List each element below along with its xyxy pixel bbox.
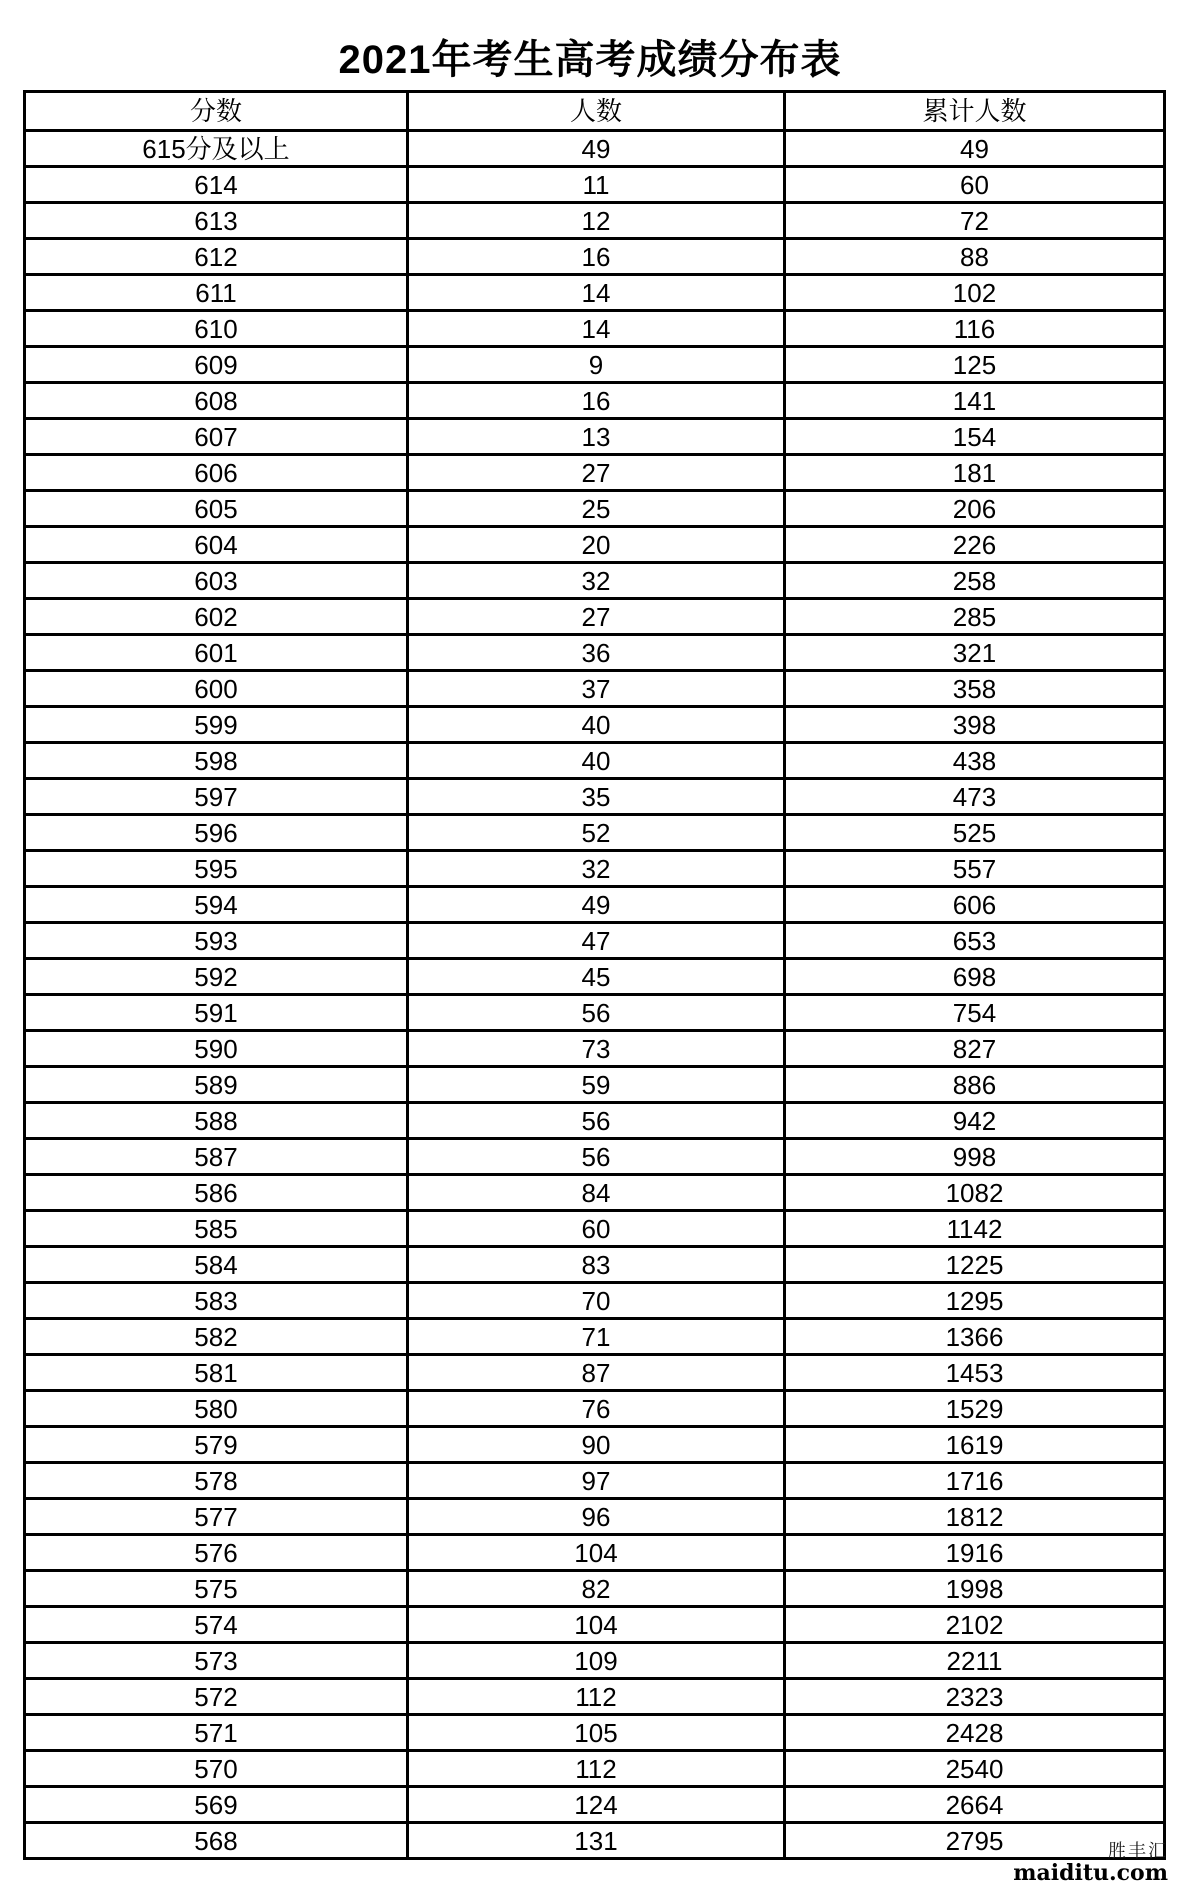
cumulative-cell: 525 <box>785 815 1165 851</box>
cumulative-cell: 258 <box>785 563 1165 599</box>
count-cell: 37 <box>408 671 785 707</box>
count-cell: 56 <box>408 995 785 1031</box>
cumulative-cell: 1619 <box>785 1427 1165 1463</box>
table-row <box>25 1787 1165 1823</box>
count-cell: 35 <box>408 779 785 815</box>
count-cell: 32 <box>408 851 785 887</box>
cumulative-cell: 557 <box>785 851 1165 887</box>
cumulative-cell: 886 <box>785 1067 1165 1103</box>
count-cell: 45 <box>408 959 785 995</box>
table-row <box>25 779 1165 815</box>
count-cell: 32 <box>408 563 785 599</box>
table-row <box>25 707 1165 743</box>
score-cell: 571 <box>25 1715 408 1751</box>
table-row <box>25 1283 1165 1319</box>
count-cell: 112 <box>408 1679 785 1715</box>
count-cell: 96 <box>408 1499 785 1535</box>
cumulative-cell: 1998 <box>785 1571 1165 1607</box>
score-cell: 615分及以上 <box>25 131 408 167</box>
score-cell: 599 <box>25 707 408 743</box>
cumulative-cell: 1295 <box>785 1283 1165 1319</box>
cumulative-cell: 49 <box>785 131 1165 167</box>
count-cell: 56 <box>408 1103 785 1139</box>
table-row <box>25 131 1165 167</box>
score-cell: 598 <box>25 743 408 779</box>
score-distribution-table <box>23 90 1166 1860</box>
count-cell: 20 <box>408 527 785 563</box>
table-row <box>25 563 1165 599</box>
table-header-row <box>25 92 1165 131</box>
count-cell: 109 <box>408 1643 785 1679</box>
table-row <box>25 1751 1165 1787</box>
count-cell: 49 <box>408 131 785 167</box>
count-cell: 13 <box>408 419 785 455</box>
cumulative-cell: 72 <box>785 203 1165 239</box>
count-cell: 49 <box>408 887 785 923</box>
table-row <box>25 1067 1165 1103</box>
table-row <box>25 1247 1165 1283</box>
count-cell: 52 <box>408 815 785 851</box>
watermark-line1: 胜丰汇 <box>1108 1841 1168 1861</box>
score-cell: 576 <box>25 1535 408 1571</box>
cumulative-cell: 2102 <box>785 1607 1165 1643</box>
score-cell: 574 <box>25 1607 408 1643</box>
cumulative-cell: 2540 <box>785 1751 1165 1787</box>
table-row <box>25 1571 1165 1607</box>
cumulative-cell: 2795 <box>785 1823 1165 1859</box>
count-cell: 71 <box>408 1319 785 1355</box>
count-cell: 131 <box>408 1823 785 1859</box>
count-cell: 90 <box>408 1427 785 1463</box>
count-cell: 84 <box>408 1175 785 1211</box>
score-cell: 602 <box>25 599 408 635</box>
column-header-count: 人数 <box>408 92 785 131</box>
cumulative-cell: 827 <box>785 1031 1165 1067</box>
table-row <box>25 815 1165 851</box>
score-cell: 580 <box>25 1391 408 1427</box>
table-row <box>25 1535 1165 1571</box>
score-cell: 570 <box>25 1751 408 1787</box>
count-cell: 76 <box>408 1391 785 1427</box>
count-cell: 27 <box>408 599 785 635</box>
cumulative-cell: 321 <box>785 635 1165 671</box>
score-cell: 572 <box>25 1679 408 1715</box>
score-cell: 606 <box>25 455 408 491</box>
watermark <box>1013 1842 1168 1884</box>
table-row <box>25 419 1165 455</box>
cumulative-cell: 102 <box>785 275 1165 311</box>
cumulative-cell: 438 <box>785 743 1165 779</box>
count-cell: 60 <box>408 1211 785 1247</box>
table-row <box>25 1643 1165 1679</box>
score-cell: 588 <box>25 1103 408 1139</box>
count-cell: 11 <box>408 167 785 203</box>
count-cell: 83 <box>408 1247 785 1283</box>
cumulative-cell: 473 <box>785 779 1165 815</box>
score-cell: 591 <box>25 995 408 1031</box>
table-row <box>25 1319 1165 1355</box>
cumulative-cell: 1142 <box>785 1211 1165 1247</box>
score-cell: 587 <box>25 1139 408 1175</box>
column-header-cumulative: 累计人数 <box>785 92 1165 131</box>
cumulative-cell: 398 <box>785 707 1165 743</box>
cumulative-cell: 1366 <box>785 1319 1165 1355</box>
count-cell: 25 <box>408 491 785 527</box>
table-row <box>25 959 1165 995</box>
cumulative-cell: 2428 <box>785 1715 1165 1751</box>
score-cell: 568 <box>25 1823 408 1859</box>
score-cell: 585 <box>25 1211 408 1247</box>
table-row <box>25 995 1165 1031</box>
cumulative-cell: 2211 <box>785 1643 1165 1679</box>
cumulative-cell: 1082 <box>785 1175 1165 1211</box>
count-cell: 70 <box>408 1283 785 1319</box>
table-row <box>25 275 1165 311</box>
count-cell: 16 <box>408 383 785 419</box>
count-cell: 97 <box>408 1463 785 1499</box>
count-cell: 40 <box>408 707 785 743</box>
score-cell: 575 <box>25 1571 408 1607</box>
score-cell: 597 <box>25 779 408 815</box>
score-cell: 604 <box>25 527 408 563</box>
count-cell: 124 <box>408 1787 785 1823</box>
table-row <box>25 383 1165 419</box>
score-cell: 608 <box>25 383 408 419</box>
table-row <box>25 851 1165 887</box>
cumulative-cell: 1812 <box>785 1499 1165 1535</box>
count-cell: 112 <box>408 1751 785 1787</box>
table-row <box>25 527 1165 563</box>
table-row <box>25 923 1165 959</box>
table-row <box>25 347 1165 383</box>
count-cell: 104 <box>408 1607 785 1643</box>
cumulative-cell: 358 <box>785 671 1165 707</box>
cumulative-cell: 2664 <box>785 1787 1165 1823</box>
cumulative-cell: 88 <box>785 239 1165 275</box>
score-cell: 609 <box>25 347 408 383</box>
table-row <box>25 1427 1165 1463</box>
score-cell: 581 <box>25 1355 408 1391</box>
count-cell: 36 <box>408 635 785 671</box>
table-row <box>25 635 1165 671</box>
count-cell: 56 <box>408 1139 785 1175</box>
score-cell: 569 <box>25 1787 408 1823</box>
count-cell: 14 <box>408 311 785 347</box>
cumulative-cell: 1716 <box>785 1463 1165 1499</box>
table-row <box>25 1823 1165 1859</box>
table-row <box>25 887 1165 923</box>
count-cell: 14 <box>408 275 785 311</box>
score-cell: 612 <box>25 239 408 275</box>
score-cell: 601 <box>25 635 408 671</box>
table-row <box>25 1607 1165 1643</box>
score-cell: 594 <box>25 887 408 923</box>
page-title: 2021年考生高考成绩分布表 <box>338 38 842 82</box>
score-cell: 573 <box>25 1643 408 1679</box>
count-cell: 9 <box>408 347 785 383</box>
cumulative-cell: 1916 <box>785 1535 1165 1571</box>
score-cell: 595 <box>25 851 408 887</box>
score-cell: 577 <box>25 1499 408 1535</box>
count-cell: 73 <box>408 1031 785 1067</box>
score-cell: 590 <box>25 1031 408 1067</box>
table-row <box>25 311 1165 347</box>
count-cell: 87 <box>408 1355 785 1391</box>
score-cell: 593 <box>25 923 408 959</box>
score-cell: 610 <box>25 311 408 347</box>
cumulative-cell: 754 <box>785 995 1165 1031</box>
score-cell: 600 <box>25 671 408 707</box>
cumulative-cell: 141 <box>785 383 1165 419</box>
cumulative-cell: 125 <box>785 347 1165 383</box>
cumulative-cell: 698 <box>785 959 1165 995</box>
cumulative-cell: 942 <box>785 1103 1165 1139</box>
table-row <box>25 1211 1165 1247</box>
watermark-line2: maiditu.com <box>1013 1860 1168 1886</box>
score-cell: 603 <box>25 563 408 599</box>
table-row <box>25 1031 1165 1067</box>
table-row <box>25 491 1165 527</box>
table-row <box>25 455 1165 491</box>
table-row <box>25 599 1165 635</box>
score-cell: 592 <box>25 959 408 995</box>
cumulative-cell: 60 <box>785 167 1165 203</box>
table-row <box>25 1679 1165 1715</box>
score-cell: 579 <box>25 1427 408 1463</box>
table-row <box>25 743 1165 779</box>
cumulative-cell: 181 <box>785 455 1165 491</box>
score-cell: 611 <box>25 275 408 311</box>
table-row <box>25 1499 1165 1535</box>
score-cell: 582 <box>25 1319 408 1355</box>
score-cell: 578 <box>25 1463 408 1499</box>
cumulative-cell: 285 <box>785 599 1165 635</box>
cumulative-cell: 653 <box>785 923 1165 959</box>
table-row <box>25 1355 1165 1391</box>
cumulative-cell: 116 <box>785 311 1165 347</box>
score-cell: 613 <box>25 203 408 239</box>
count-cell: 59 <box>408 1067 785 1103</box>
table-row <box>25 1463 1165 1499</box>
cumulative-cell: 2323 <box>785 1679 1165 1715</box>
table-row <box>25 671 1165 707</box>
table-row <box>25 1175 1165 1211</box>
score-table-body <box>25 131 1165 1859</box>
table-row <box>25 1103 1165 1139</box>
table-row <box>25 1139 1165 1175</box>
column-header-score: 分数 <box>25 92 408 131</box>
count-cell: 40 <box>408 743 785 779</box>
score-cell: 596 <box>25 815 408 851</box>
cumulative-cell: 154 <box>785 419 1165 455</box>
count-cell: 104 <box>408 1535 785 1571</box>
count-cell: 16 <box>408 239 785 275</box>
cumulative-cell: 1529 <box>785 1391 1165 1427</box>
count-cell: 47 <box>408 923 785 959</box>
score-cell: 607 <box>25 419 408 455</box>
cumulative-cell: 226 <box>785 527 1165 563</box>
table-row <box>25 167 1165 203</box>
score-cell: 584 <box>25 1247 408 1283</box>
score-cell: 586 <box>25 1175 408 1211</box>
cumulative-cell: 1453 <box>785 1355 1165 1391</box>
count-cell: 27 <box>408 455 785 491</box>
cumulative-cell: 206 <box>785 491 1165 527</box>
table-row <box>25 239 1165 275</box>
score-cell: 605 <box>25 491 408 527</box>
count-cell: 82 <box>408 1571 785 1607</box>
count-cell: 12 <box>408 203 785 239</box>
table-row <box>25 1391 1165 1427</box>
cumulative-cell: 606 <box>785 887 1165 923</box>
table-row <box>25 203 1165 239</box>
score-cell: 589 <box>25 1067 408 1103</box>
cumulative-cell: 1225 <box>785 1247 1165 1283</box>
cumulative-cell: 998 <box>785 1139 1165 1175</box>
table-row <box>25 1715 1165 1751</box>
count-cell: 105 <box>408 1715 785 1751</box>
score-cell: 583 <box>25 1283 408 1319</box>
score-cell: 614 <box>25 167 408 203</box>
